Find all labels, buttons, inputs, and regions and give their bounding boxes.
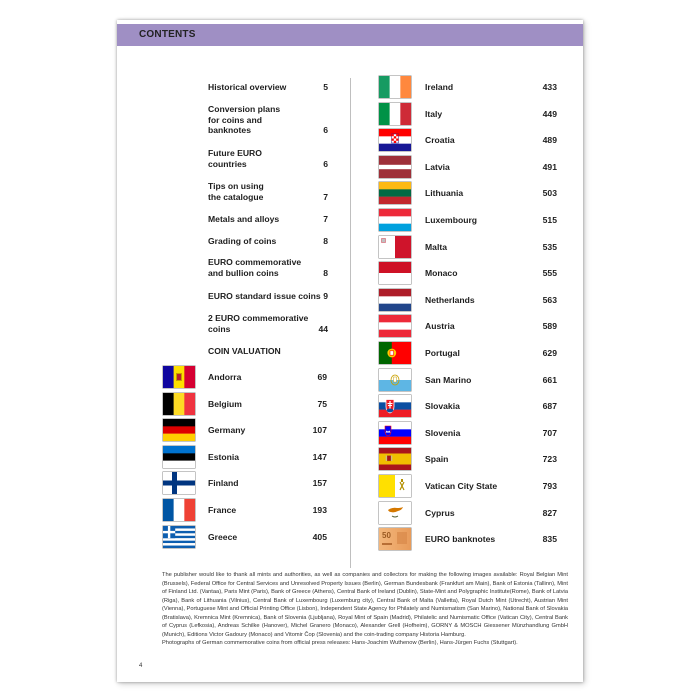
- country-page-number: 193: [312, 505, 327, 515]
- country-name: Latvia: [425, 161, 450, 172]
- entry-label-line: Tips on using: [208, 181, 264, 191]
- entry-label: [208, 257, 301, 278]
- spain-flag: [379, 448, 411, 470]
- entry-label: [208, 148, 262, 169]
- slovakia-flag: [379, 395, 411, 417]
- entry-page-number: 5: [323, 82, 328, 92]
- country-page-number: 555: [542, 268, 557, 279]
- andorra-flag: [163, 366, 195, 388]
- slovenia-flag: [379, 422, 411, 444]
- luxembourg-flag: [379, 209, 411, 231]
- entry-page-number: 7: [323, 214, 328, 224]
- country-name: Greece: [208, 531, 238, 542]
- country-name: Monaco: [425, 268, 458, 279]
- entry-label: [208, 104, 280, 136]
- country-page-number: 515: [542, 215, 557, 225]
- entry-page-number: 44: [318, 323, 328, 334]
- latvia-flag: [379, 156, 411, 178]
- cyprus-flag: [379, 502, 411, 524]
- entry-label-line: for coins and: [208, 114, 262, 125]
- country-name: Estonia: [208, 451, 240, 462]
- entry-label-line: COIN VALUATION: [208, 346, 281, 356]
- country-name: Luxembourg: [425, 215, 478, 225]
- entry-label: [208, 236, 276, 247]
- country-page-number: 433: [542, 82, 557, 92]
- euro-banknote-icon: [379, 528, 411, 550]
- san-marino-flag: [379, 369, 411, 391]
- country-name: Andorra: [208, 372, 242, 382]
- belgium-flag: [163, 393, 195, 415]
- entry-label: [208, 313, 308, 334]
- entry-page-number: 8: [323, 267, 328, 278]
- country-page-number: 491: [542, 161, 557, 172]
- country-page-number: 793: [542, 481, 557, 491]
- entry-label: [208, 82, 286, 93]
- country-name: Germany: [208, 425, 246, 436]
- entry-label-line: Grading of coins: [208, 236, 277, 246]
- croatia-flag: [379, 129, 411, 151]
- country-name: Belgium: [208, 398, 242, 409]
- country-name: Lithuania: [425, 188, 464, 199]
- entry-label-line: EURO standard issue coins: [208, 291, 321, 301]
- country-name: Croatia: [425, 135, 455, 146]
- country-name: Cyprus: [425, 507, 455, 518]
- entry-label-line: and bullion coins: [208, 267, 279, 278]
- country-page-number: 489: [542, 135, 557, 146]
- malta-flag: [379, 236, 411, 258]
- entry-label-line: Metals and alloys: [208, 214, 280, 224]
- country-page-number: 449: [542, 108, 557, 119]
- finland-flag: [163, 472, 195, 494]
- entry-label: [208, 214, 279, 225]
- entry-label-line: 2 EURO commemorative: [208, 313, 309, 323]
- greece-flag: [163, 526, 195, 548]
- country-name: Ireland: [425, 82, 454, 92]
- entry-label-line: the catalogue: [208, 191, 264, 202]
- entry-page-number: 8: [323, 236, 328, 246]
- entry-label-line: Historical overview: [208, 82, 287, 92]
- france-flag: [163, 499, 195, 521]
- monaco-flag: [379, 262, 411, 284]
- credits-text: [162, 571, 568, 648]
- entry-label-line: countries: [208, 158, 247, 169]
- portugal-flag: [379, 342, 411, 364]
- entry-page-number: 9: [323, 291, 328, 301]
- country-page-number: 563: [542, 294, 557, 305]
- credits-paragraph: The publisher would like to thank all mints and authorities, as well as companies and collectors for making the following images available: Royal Belgian Mint (Brussels), Federal Office for Central Services and Unresolved Property Issues (Berlin), German Bundesbank (Frankfurt am Main), Bank of Estonia (Tallinn), Mint of Finland Ltd. (Vantaa), Paris Mint (Paris), Bank of Greece (Athens), Central Bank of Ireland (Dublin), State-Mint and Polygraphic Institute(Rome), Bank of Latvia (Riga), Bank of Lithuania (Vilnius), Central Bank of Luxembourg (Luxemburg city), Central Bank of Malta (Valletta), Royal Dutch Mint (Utrecht), Austrian Mint (Vienna), Portuguese Mint and Official Printing Office (Lisbon), Independent State Agency for Philately and Numismatism (San Marino), National Bank of Slovakia (Bratislava), Kremnica Mint (Kremnica), Bank of Slovenia (Ljubljana), Royal Mint of Spain (Madrid), Philatelic and Numismatic Office (Vatican City), Central Bank of Cyprus (Lefkosia), Andreas Schilke (Hanover), Michel Granero (Monaco), Alexander Grell (Hofheim), GORNY & MOSCH Giessener Münzhandlung GmbH (Munich), Editions Victor Gadoury (Monaco) and Vitomir Čop (Slovenia) and the coin-trading company Historia Hamburg.: [162, 572, 568, 638]
- estonia-flag: [163, 446, 195, 468]
- entry-label-line: coins: [208, 323, 231, 334]
- page-number: 4: [139, 663, 143, 669]
- country-name: Netherlands: [425, 294, 475, 305]
- contents-header-band: [117, 24, 583, 46]
- country-page-number: 69: [317, 372, 327, 382]
- country-page-number: 835: [542, 534, 557, 545]
- country-name: Spain: [425, 454, 449, 465]
- country-page-number: 687: [542, 401, 557, 412]
- vatican-flag: [379, 475, 411, 497]
- country-page-number: 157: [312, 478, 327, 489]
- country-page-number: 723: [542, 454, 557, 465]
- country-page-number: 405: [312, 531, 327, 542]
- entry-page-number: 6: [323, 125, 328, 135]
- country-page-number: 589: [542, 321, 557, 332]
- netherlands-flag: [379, 289, 411, 311]
- catalogue-page: [117, 20, 583, 682]
- country-name: EURO banknotes: [425, 534, 496, 545]
- entry-page-number: 6: [323, 158, 328, 169]
- ireland-flag: [379, 76, 411, 98]
- country-page-number: 827: [542, 507, 557, 518]
- entry-label-line: Future EURO: [208, 148, 262, 158]
- country-page-number: 535: [542, 241, 557, 252]
- country-page-number: 107: [312, 425, 327, 436]
- entry-label: [208, 181, 264, 202]
- column-divider: [350, 78, 351, 568]
- country-name: Slovenia: [425, 427, 461, 438]
- svg-text:50: 50: [382, 531, 391, 541]
- entry-label: [208, 346, 281, 357]
- entry-label-line: EURO commemorative: [208, 257, 302, 267]
- country-name: Austria: [425, 321, 455, 332]
- country-name: San Marino: [425, 374, 472, 385]
- austria-flag: [379, 315, 411, 337]
- country-name: Portugal: [425, 348, 460, 358]
- contents-title: CONTENTS: [139, 29, 196, 40]
- germany-flag: [163, 419, 195, 441]
- country-page-number: 629: [542, 348, 557, 358]
- entry-page-number: 7: [323, 191, 328, 202]
- country-name: Italy: [425, 108, 443, 119]
- italy-flag: [379, 103, 411, 125]
- credits-photos: Photographs of German commemorative coins from official press releases: Hans-Joachim Wuthenow (Berlin), Hans-Jürgen Fuchs (Stuttgart).: [162, 640, 518, 646]
- country-page-number: 503: [542, 188, 557, 199]
- lithuania-flag: [379, 182, 411, 204]
- country-name: Finland: [208, 478, 239, 489]
- entry-label-line: banknotes: [208, 125, 251, 135]
- country-name: Vatican City State: [425, 481, 498, 491]
- country-page-number: 147: [312, 451, 327, 462]
- country-page-number: 707: [542, 427, 557, 438]
- country-name: France: [208, 505, 237, 515]
- country-name: Malta: [425, 241, 447, 252]
- country-name: Slovakia: [425, 401, 460, 412]
- entry-label-line: Conversion plans: [208, 104, 281, 114]
- country-page-number: 75: [317, 398, 327, 409]
- country-page-number: 661: [542, 374, 557, 385]
